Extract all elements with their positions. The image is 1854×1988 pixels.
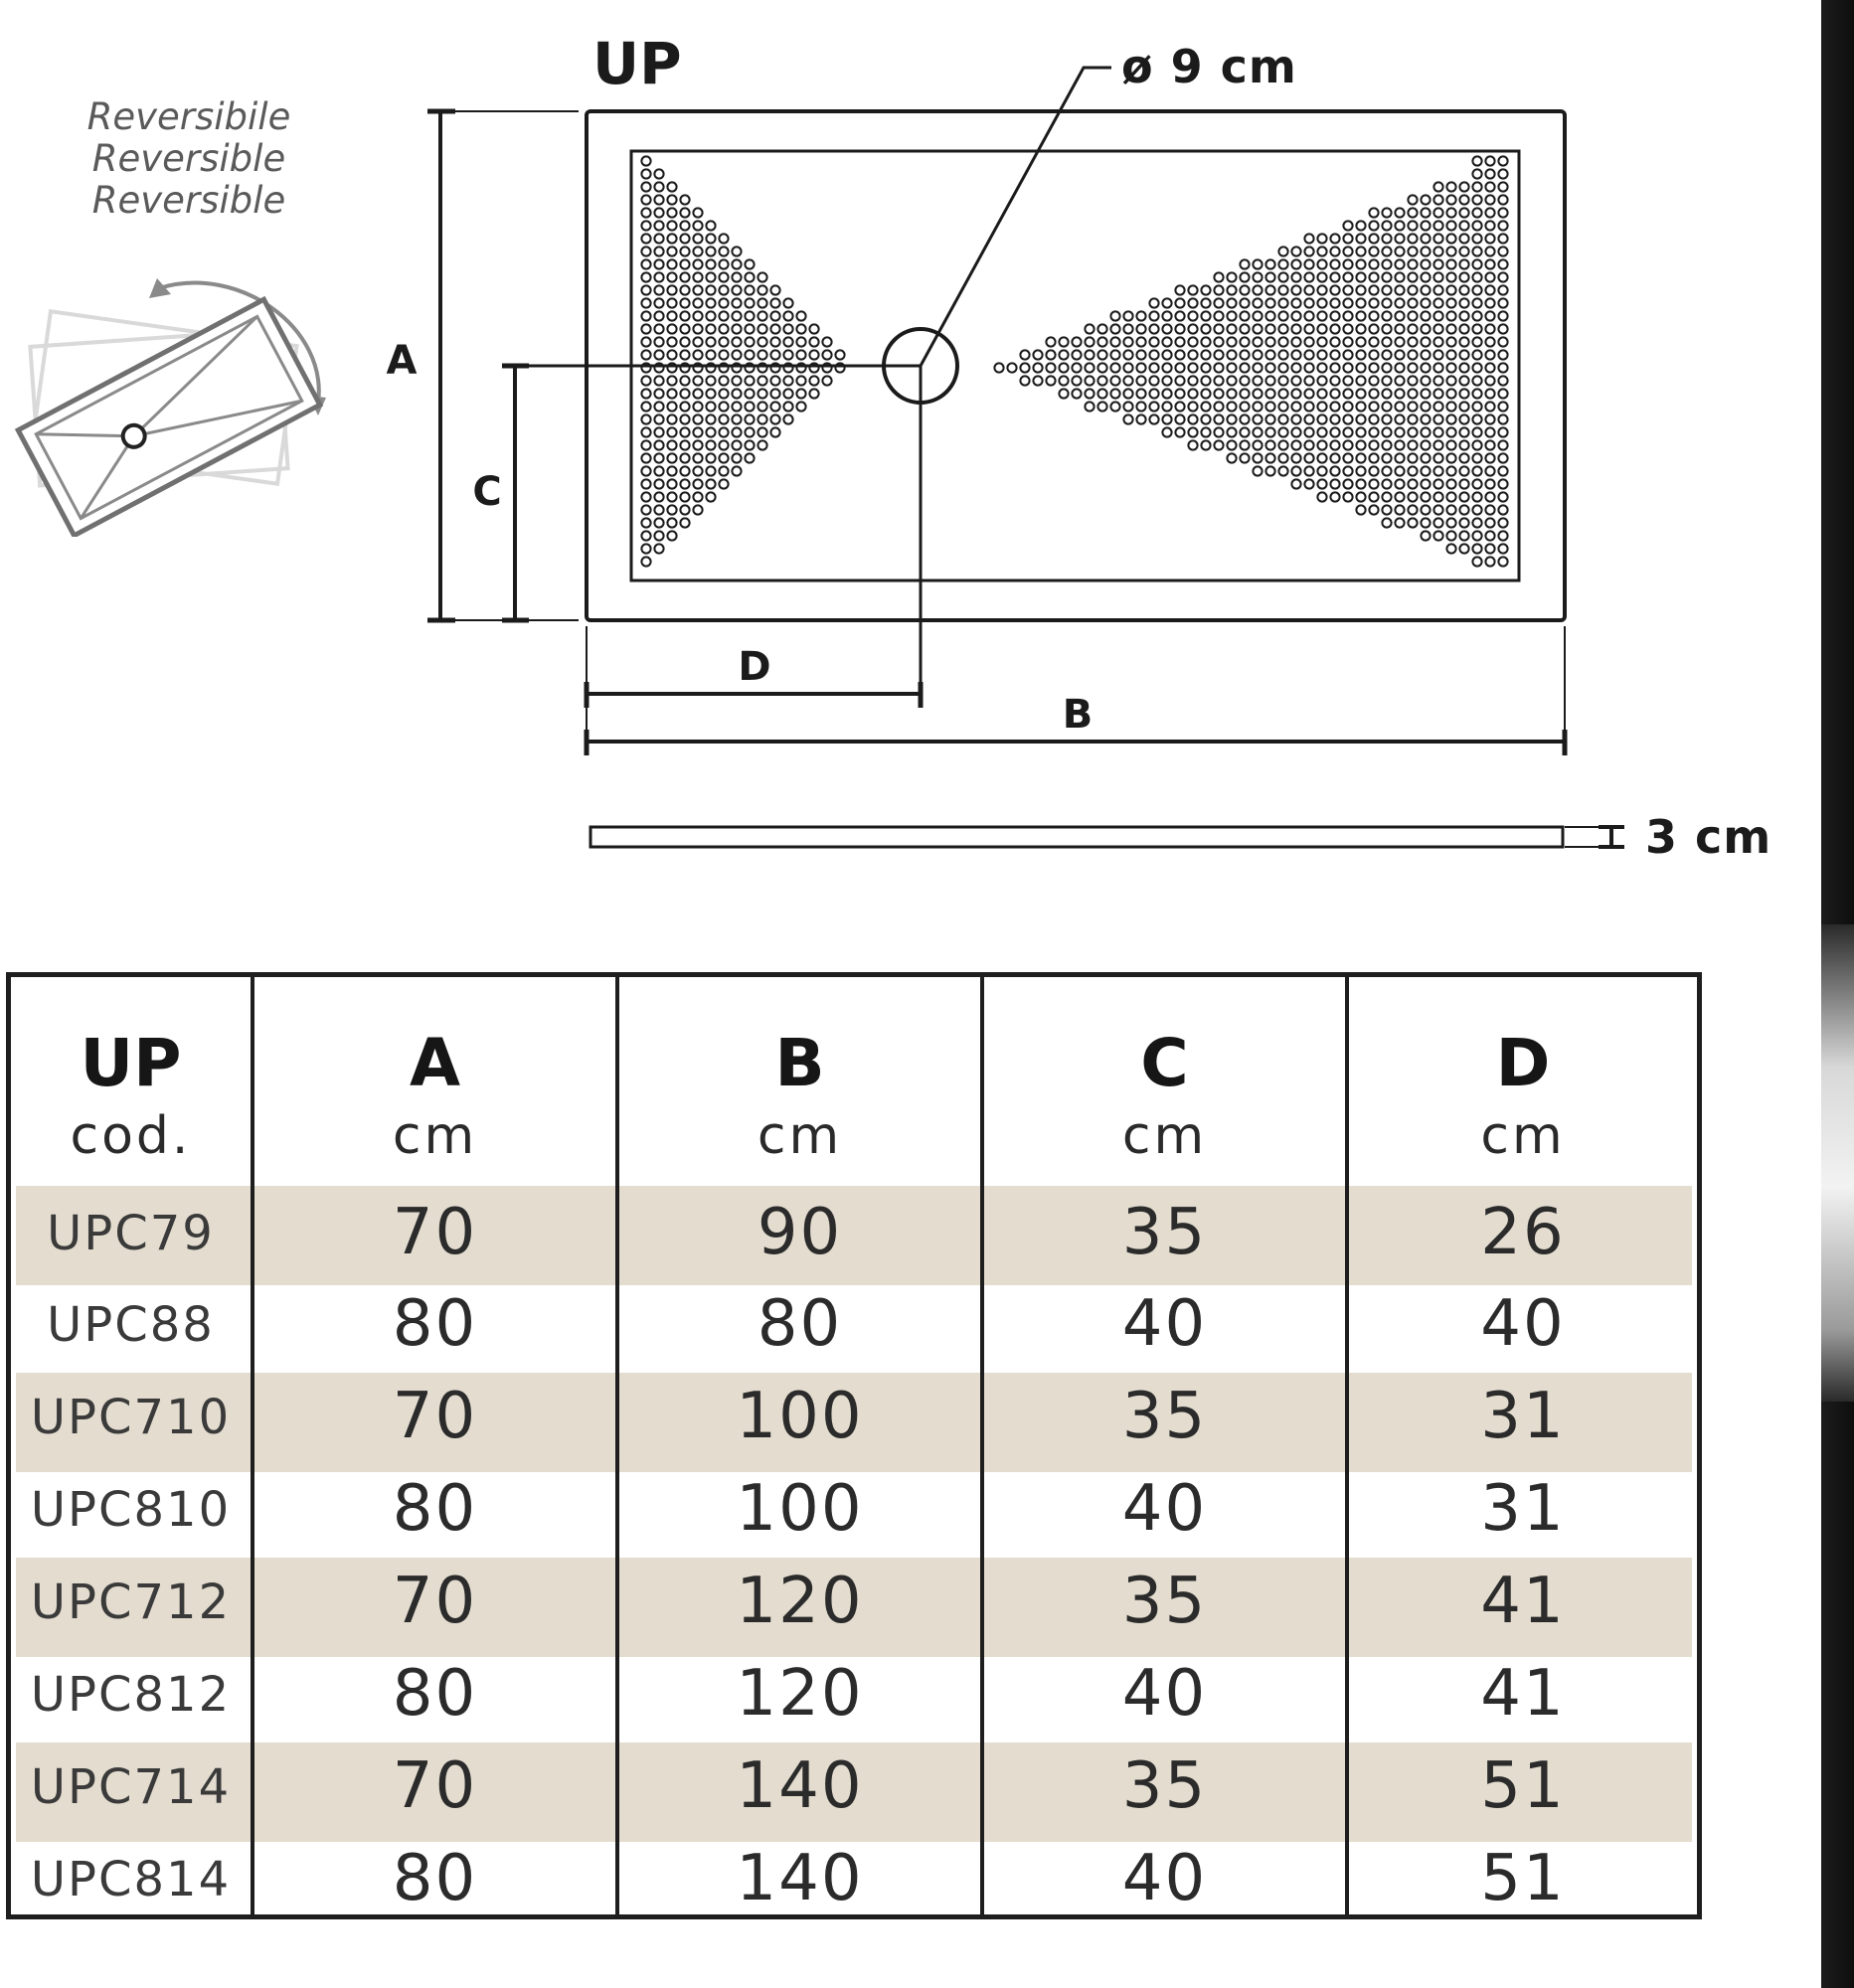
table-cell-c: 35 — [1121, 1196, 1208, 1269]
header-b-title: B — [774, 1025, 825, 1101]
table-cell-c: 40 — [1121, 1287, 1208, 1361]
table-cell-d: 40 — [1480, 1287, 1566, 1361]
dimension-a-label: A — [386, 338, 418, 384]
dimension-b-label: B — [1062, 692, 1094, 738]
reversible-label-en: Reversible — [91, 137, 286, 180]
table-cell-code: UPC79 — [47, 1206, 215, 1261]
table-cell-code: UPC714 — [30, 1759, 232, 1815]
table-cell-b: 80 — [757, 1287, 843, 1361]
table-cell-b: 100 — [736, 1380, 864, 1453]
table-cell-code: UPC814 — [30, 1852, 232, 1907]
table-cell-a: 70 — [392, 1196, 478, 1269]
header-b-unit: cm — [757, 1106, 843, 1166]
table-column-code — [11, 977, 254, 1914]
table-column-d — [1349, 977, 1697, 1914]
table-cell-code: UPC88 — [47, 1297, 215, 1353]
table-cell-b: 120 — [736, 1657, 864, 1731]
table-cell-d: 26 — [1480, 1196, 1566, 1269]
table-cell-d: 51 — [1480, 1749, 1566, 1823]
grip-pattern-left — [641, 156, 844, 566]
header-d-title: D — [1495, 1025, 1551, 1101]
header-a-unit: cm — [392, 1106, 478, 1166]
header-c-title: C — [1140, 1025, 1189, 1101]
table-cell-d: 51 — [1480, 1842, 1566, 1915]
reversible-label-it: Reversibile — [86, 95, 291, 138]
drain-diameter-label: ø 9 cm — [1121, 40, 1297, 93]
reversible-label-fr: Reversible — [91, 179, 286, 222]
table-cell-a: 80 — [392, 1472, 478, 1546]
table-cell-code: UPC812 — [30, 1667, 232, 1723]
dimensions-table — [6, 972, 1702, 1919]
table-cell-code: UPC712 — [30, 1574, 232, 1630]
thickness-label: 3 cm — [1645, 810, 1772, 864]
table-cell-c: 35 — [1121, 1380, 1208, 1453]
table-cell-a: 70 — [392, 1380, 478, 1453]
table-cell-code: UPC710 — [30, 1390, 232, 1445]
table-cell-c: 35 — [1121, 1565, 1208, 1638]
grip-pattern-right — [994, 156, 1507, 566]
table-cell-c: 40 — [1121, 1657, 1208, 1731]
table-cell-d: 31 — [1480, 1472, 1566, 1546]
table-cell-a: 70 — [392, 1749, 478, 1823]
product-photo-highlight — [1821, 924, 1854, 1402]
table-cell-a: 80 — [392, 1842, 478, 1915]
table-cell-b: 140 — [736, 1842, 864, 1915]
table-cell-b: 120 — [736, 1565, 864, 1638]
table-cell-d: 31 — [1480, 1380, 1566, 1453]
table-cell-c: 40 — [1121, 1472, 1208, 1546]
header-c-unit: cm — [1121, 1106, 1208, 1166]
drawing-title: UP — [592, 30, 682, 97]
table-cell-c: 40 — [1121, 1842, 1208, 1915]
dimension-c-label: C — [472, 469, 502, 515]
tray-side-profile — [590, 827, 1563, 847]
dimension-d-label: D — [738, 644, 771, 690]
table-cell-b: 140 — [736, 1749, 864, 1823]
table-cell-a: 80 — [392, 1287, 478, 1361]
header-code-title: UP — [80, 1025, 182, 1101]
table-cell-b: 90 — [757, 1196, 843, 1269]
table-cell-b: 100 — [736, 1472, 864, 1546]
table-cell-d: 41 — [1480, 1657, 1566, 1731]
shower-tray-drawing — [0, 0, 1854, 895]
table-column-a — [254, 977, 619, 1914]
header-code-unit: cod. — [70, 1106, 192, 1166]
table-cell-a: 80 — [392, 1657, 478, 1731]
table-cell-d: 41 — [1480, 1565, 1566, 1638]
table-cell-code: UPC810 — [30, 1482, 232, 1538]
table-column-b — [619, 977, 984, 1914]
table-cell-c: 35 — [1121, 1749, 1208, 1823]
table-cell-a: 70 — [392, 1565, 478, 1638]
table-column-c — [984, 977, 1349, 1914]
header-a-title: A — [409, 1025, 461, 1101]
header-d-unit: cm — [1480, 1106, 1566, 1166]
